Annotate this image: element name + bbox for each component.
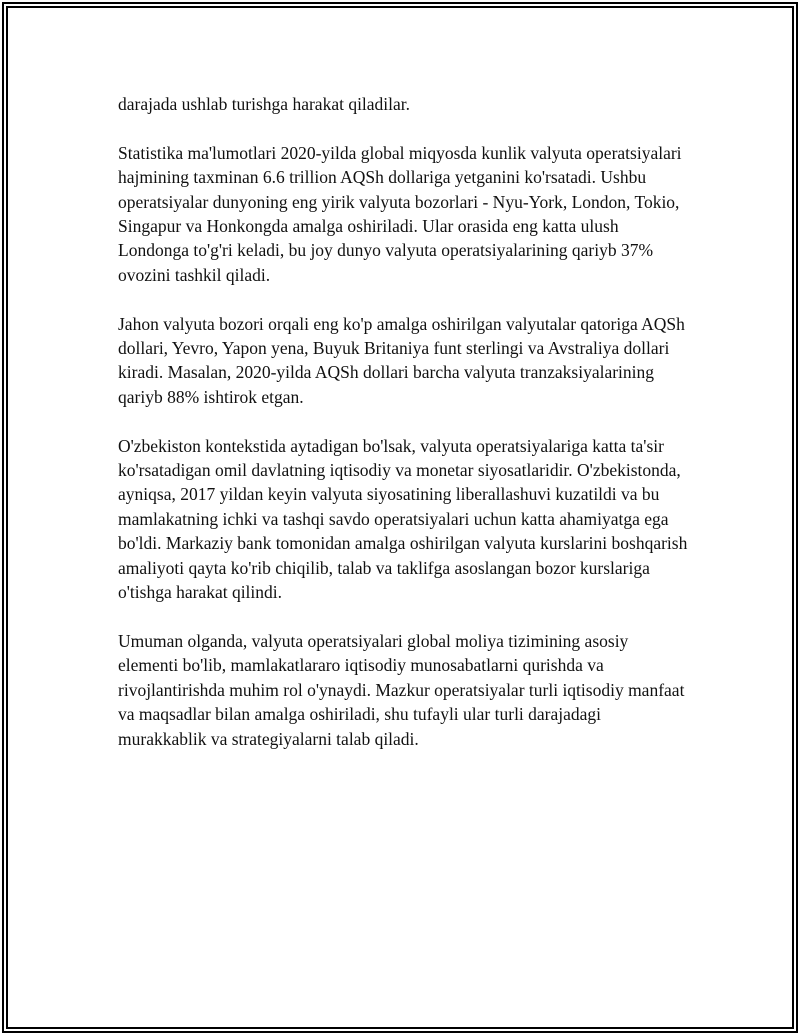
paragraph-statistics: Statistika ma'lumotlari 2020-yilda global miqyosda kunlik valyuta operatsiyalari hajmining taxminan 6.6 trillion AQSh dollariga yetganini ko'rsatadi. Ushbu operatsiyalar dunyoning eng yirik valyuta bozorlari - Nyu-York, London, Tokio, Singapur va Honkongda amalga oshiriladi. Ular orasida eng katta ulush Londonga to'g'ri keladi, bu joy dunyo valyuta operatsiyalarining qariyb 37% ovozini tashkil qiladi. — [118, 142, 682, 285]
paragraph-conclusion: Umuman olganda, valyuta operatsiyalari global moliya tizimining asosiy elementi bo'lib, mamlakatlararo iqtisodiy munosabatlarni qurishda va rivojlantirishda muhim rol o'ynaydi. Mazkur operatsiyalar turli iqtisodiy manfaat va maqsadlar bilan amalga oshiriladi, shu tufayli ular turli darajadagi murakkablik va strategiyalarni talab qiladi. — [118, 630, 685, 749]
paragraph-currencies: Jahon valyuta bozori orqali eng ko'p amalga oshirilgan valyutalar qatoriga AQSh dollari, Yevro, Yapon yena, Buyuk Britaniya funt sterlingi va Avstraliya dollari kiradi. Masalan, 2020-yilda AQSh dollari barcha valyuta tranzaksiyalarining qariyb 88% ishtirok etgan. — [118, 313, 685, 407]
paragraph-uzbekistan: O'zbekiston kontekstida aytadigan bo'lsak, valyuta operatsiyalariga katta ta'sir ko'rsatadigan omil davlatning iqtisodiy va monetar siyosatlaridir. O'zbekistonda, ayniqsa, 2017 yildan keyin valyuta siyosatining liberallashuvi kuzatildi va bu mamlakatning ichki va tashqi savdo operatsiyalari uchun katta ahamiyatga ega bo'ldi. Markaziy bank tomonidan amalga oshirilgan valyuta kurslarini boshqarish amaliyoti qayta ko'rib chiqilib, talab va taklifga asoslangan bozor kurslariga o'tishga harakat qilindi. — [118, 435, 688, 603]
paragraph-continuation: darajada ushlab turishga harakat qiladilar. — [118, 94, 411, 114]
document-body — [118, 92, 690, 775]
